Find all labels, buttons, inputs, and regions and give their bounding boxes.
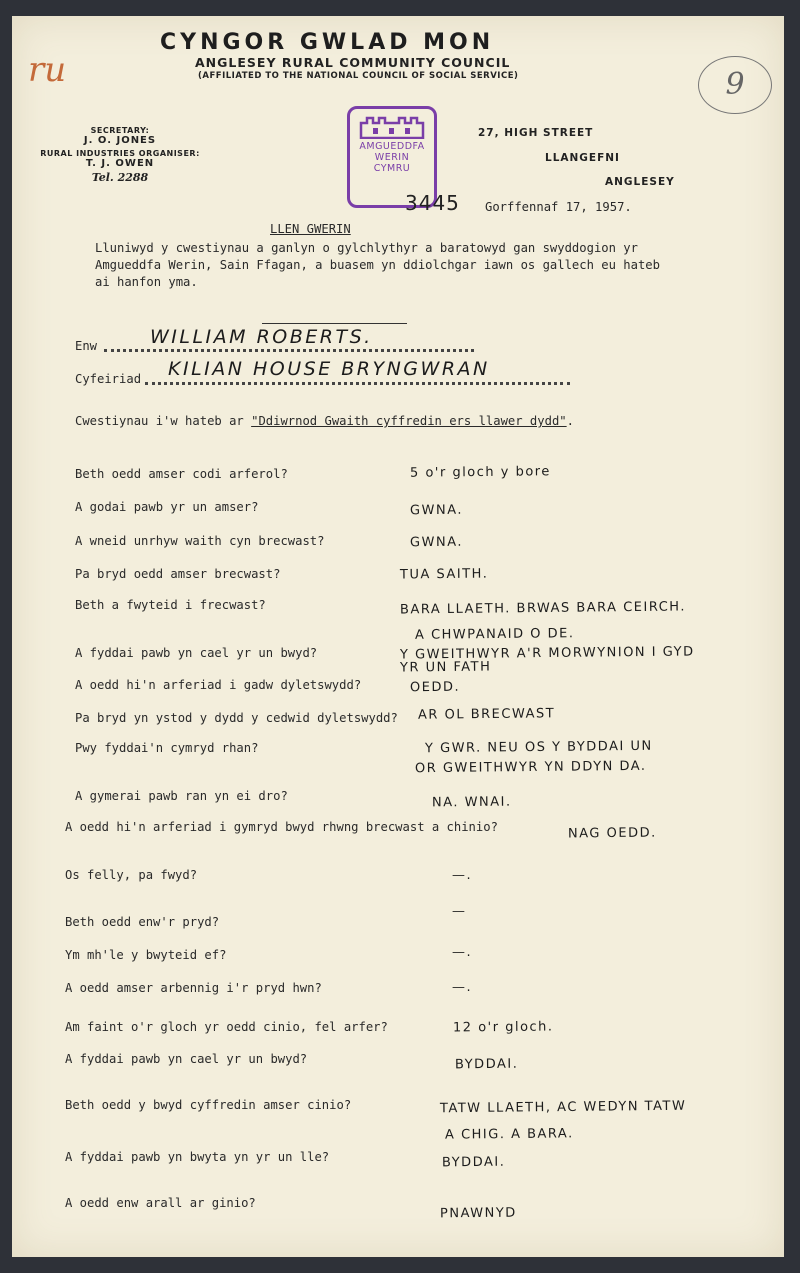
question-2: A godai pawb yr un amser?: [75, 500, 259, 514]
questions-intro: Cwestiynau i'w hateb ar "Ddiwrnod Gwaith cyffredin ers llawer dydd".: [75, 414, 574, 428]
letterhead-subtitle: ANGLESEY RURAL COMMUNITY COUNCIL: [195, 55, 511, 70]
letterhead-affiliation: (AFFILIATED TO THE NATIONAL COUNCIL OF SOCIAL SERVICE): [198, 71, 519, 81]
question-14: Ym mh'le y bwyteid ef?: [65, 948, 227, 962]
answer-20: PNAWNYD: [439, 1205, 517, 1222]
secretary-label: SECRETARY:: [90, 126, 150, 135]
answer-2: GWNA.: [409, 502, 464, 519]
answer-9: Y GWR. NEU OS Y BYDDAI UN: [424, 738, 653, 757]
answer-6-continued: YR UN FATH: [399, 659, 492, 676]
address-value: KILIAN HOUSE BRYNGWRAN: [168, 358, 490, 380]
organiser-label: RURAL INDUSTRIES ORGANISER:: [40, 149, 200, 158]
answer-18-continued: A CHIG. A BARA.: [444, 1126, 574, 1143]
reference-number: 3445: [405, 191, 460, 215]
question-20: A oedd enw arall ar ginio?: [65, 1196, 256, 1210]
question-9: Pwy fyddai'n cymryd rhan?: [75, 741, 259, 755]
answer-19: BYDDAI.: [441, 1154, 506, 1171]
question-4: Pa bryd oedd amser brecwast?: [75, 567, 281, 581]
answer-10: NA. WNAI.: [431, 794, 512, 811]
question-16: Am faint o'r gloch yr oedd cinio, fel arfer?: [65, 1020, 388, 1034]
address-label: Cyfeiriad: [75, 372, 142, 386]
question-6: A fyddai pawb yn cael yr un bwyd?: [75, 646, 318, 660]
answer-9-continued: OR GWEITHWYR YN DDYN DA.: [414, 758, 647, 777]
answer-15: —.: [451, 979, 473, 996]
answer-16: 12 o'r gloch.: [452, 1019, 554, 1036]
question-18: Beth oedd y bwyd cyffredin amser cinio?: [65, 1098, 352, 1112]
answer-5: BARA LLAETH. BRWAS BARA CEIRCH.: [399, 599, 687, 618]
answer-5-continued: A CHWPANAID O DE.: [414, 626, 575, 643]
question-1: Beth oedd amser codi arferol?: [75, 467, 288, 481]
name-dotted-line: [104, 349, 474, 352]
corner-mark: ru: [28, 50, 67, 90]
questions-topic: "Ddiwrnod Gwaith cyffredin ers llawer dydd": [251, 414, 567, 428]
stamp-line-2: WERIN: [374, 152, 410, 163]
letterhead-title: CYNGOR GWLAD MON: [160, 30, 495, 55]
stamp-line-1: AMGUEDDFA: [359, 141, 425, 152]
address-dotted-line: [145, 382, 570, 385]
question-12: Os felly, pa fwyd?: [65, 868, 198, 882]
name-value: WILLIAM ROBERTS.: [150, 326, 373, 348]
secretary-name: J. O. JONES: [83, 135, 157, 146]
answer-17: BYDDAI.: [454, 1056, 519, 1073]
question-11: A oedd hi'n arferiad i gymryd bwyd rhwng brecwast a chinio?: [65, 820, 498, 834]
question-10: A gymerai pawb ran yn ei dro?: [75, 789, 288, 803]
stamp-line-3: CYMRU: [373, 163, 411, 174]
answer-14: —.: [451, 944, 473, 961]
intro-paragraph: Lluniwyd y cwestiynau a ganlyn o gylchlythyr a baratowyd gan swyddogion yr Amgueddfa Werin, Sain Ffagan, a buasem yn ddiolchgar iawn os gallech eu hateb ai hanfon yma.: [95, 241, 660, 289]
answer-12: —.: [451, 867, 473, 884]
answer-18: TATW LLAETH, AC WEDYN TATW: [439, 1098, 687, 1117]
page-number: 9: [698, 56, 772, 114]
address-county: ANGLESEY: [605, 176, 675, 188]
answer-1: 5 o'r gloch y bore: [409, 464, 551, 481]
answer-13: —: [451, 903, 467, 920]
question-5: Beth a fwyteid i frecwast?: [75, 598, 266, 612]
question-19: A fyddai pawb yn bwyta yn yr un lle?: [65, 1150, 330, 1164]
questions-intro-text: Cwestiynau i'w hateb ar: [75, 414, 244, 428]
telephone: Tel. 2288: [91, 171, 149, 184]
castle-icon: [359, 115, 425, 139]
heading: LLEN GWERIN: [270, 222, 351, 236]
question-7: A oedd hi'n arferiad i gadw dyletswydd?: [75, 678, 362, 692]
answer-11: NAG OEDD.: [567, 825, 657, 842]
organiser-name: T. J. OWEN: [85, 158, 155, 169]
answer-3: GWNA.: [409, 534, 464, 551]
answer-7: OEDD.: [409, 679, 461, 696]
name-label: Enw: [75, 339, 98, 353]
answer-6: Y GWEITHWYR A'R MORWYNION I GYD: [399, 644, 695, 663]
answer-4: TUA SAITH.: [399, 566, 489, 583]
question-13: Beth oedd enw'r pryd?: [65, 915, 220, 929]
question-8: Pa bryd yn ystod y dydd y cedwid dyletswydd?: [75, 711, 398, 725]
letter-date: Gorffennaf 17, 1957.: [485, 200, 632, 214]
signature-rule: [262, 323, 407, 324]
address-street: 27, HIGH STREET: [478, 127, 594, 139]
question-15: A oedd amser arbennig i'r pryd hwn?: [65, 981, 322, 995]
secretary-block: [40, 126, 200, 184]
address-town: LLANGEFNI: [545, 152, 620, 164]
question-17: A fyddai pawb yn cael yr un bwyd?: [65, 1052, 308, 1066]
question-3: A wneid unrhyw waith cyn brecwast?: [75, 534, 325, 548]
answer-8: AR OL BRECWAST: [417, 706, 556, 723]
